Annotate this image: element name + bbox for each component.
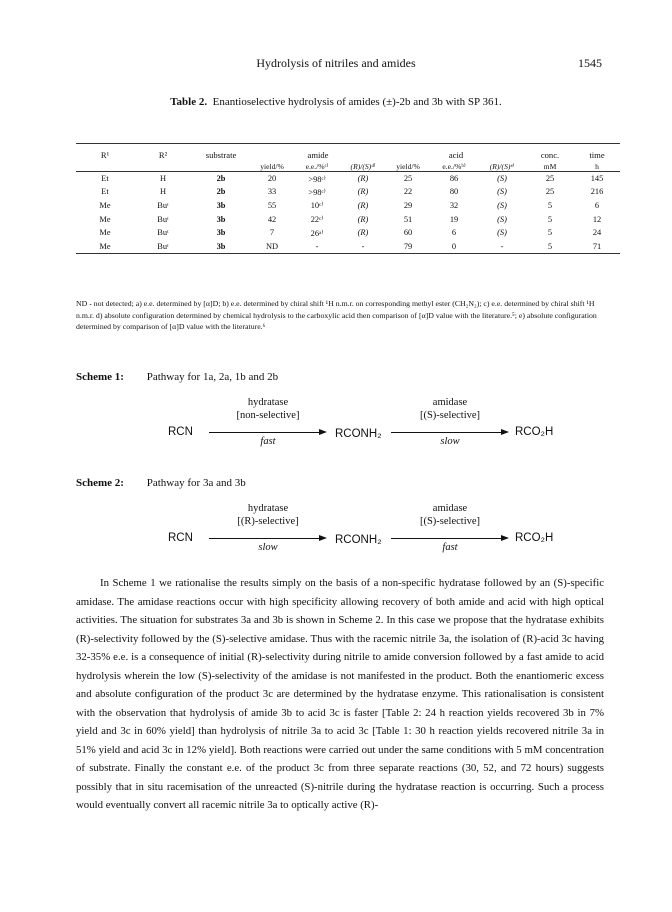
- table-caption-label: Table 2.: [170, 96, 208, 108]
- scheme1-reactant: RCN: [168, 426, 193, 438]
- scheme1-title: Pathway for 1a, 2a, 1b and 2b: [146, 371, 279, 383]
- cell-conc: 25: [545, 187, 555, 197]
- cell-substrate: 3b: [216, 214, 226, 224]
- scheme2-label: Scheme 2:: [76, 477, 124, 489]
- body-paragraph: In Scheme 1 we rationalise the results simply on the basis of a non-specific hydratase followed by an (S)-specific amidase. The amidase reactions occur with high specificity allowing recovery of both amide and acid with high optical activities. The situation for substrates 3a and 3b is shown in Scheme 2. In this case we propose that the hydratase exhibits (R)-selectivity followed by the (S)-selective amidase. Thus with the racemic nitrile 3a, the isolation of (R)-acid 3c having 32-35% e.e. is a consequence of initial (R)-selectivity during nitrile to amide conversion followed by a fast amide to acid hydrolysis wherein the low (S)-selectivity of the amidase is not manifested in the product. Both the enantiomeric excess and absolute configuration of the product 3c are determined by the hydratase enzyme. This rationalisation is consistent with the observation that hydrolysis of amide 3b to acid 3c is faster [Table 2: 24 h reaction yields recovered 3b in 7% yield and 3c in 60% yield] than hydrolysis of nitrile 3a to acid 3c [Table 1: 30 h reaction yields recovered nitrile 3a in 51% yield and acid 3c in 12% yield]. Both reactions were carried out under the same conditions with 5 mM concentration of substrate. Finally the constant e.e. of the product 3c from three separate reactions (30, 52, and 72 hours) suggests possibly that in situ racemisation of the unreacted (S)-nitrile during the hydratase reaction is occurring. Such a process would eventually convert all racemic nitrile 3a to optically active (R)-: [76, 577, 604, 811]
- cell-acid-ee: 32: [449, 200, 459, 210]
- scheme2-step1-enzyme: hydratase: [247, 503, 289, 514]
- cell-time: 216: [590, 187, 604, 197]
- scheme1-step2-enzyme: amidase: [432, 397, 468, 408]
- scheme1-step1-selectivity: [non-selective]: [236, 410, 300, 421]
- cell-amide-config: -: [340, 239, 386, 253]
- scheme1-arrow1: [209, 432, 321, 433]
- cell-acid-config: (S): [497, 200, 507, 210]
- body-text: [76, 574, 604, 815]
- cell-acid-yield: 29: [403, 200, 413, 210]
- cell-r1: Et: [76, 172, 134, 186]
- header-substrate: substrate: [192, 144, 250, 160]
- cell-r1: Et: [101, 187, 109, 197]
- table-body: [76, 172, 620, 254]
- scheme2-arrow1: [209, 538, 321, 539]
- scheme2-step2-enzyme: amidase: [432, 503, 468, 514]
- scheme1-arrowhead2: [501, 429, 509, 435]
- scheme2-step2-rate: fast: [442, 542, 458, 553]
- cell-amide-yield: 20: [250, 172, 294, 186]
- cell-amide-config: (R): [357, 187, 369, 197]
- cell-acid-config: (S): [497, 214, 507, 224]
- cell-r1: Me: [99, 200, 111, 210]
- cell-amide-config: (R): [357, 214, 369, 224]
- cell-acid-yield: 25: [386, 172, 430, 186]
- cell-amide-ee: >98ᶜ⁾: [294, 172, 340, 186]
- scheme2-step2-selectivity: [(S)-selective]: [419, 516, 481, 527]
- cell-substrate: 3b: [216, 200, 226, 210]
- cell-amide-yield: 55: [267, 200, 277, 210]
- subheader-acid-ee: e.e./%ᵇ⁾: [430, 160, 478, 172]
- cell-acid-config: -: [478, 239, 526, 253]
- cell-amide-config: (R): [357, 200, 369, 210]
- cell-acid-config: (S): [478, 172, 526, 186]
- cell-acid-yield: 22: [403, 187, 413, 197]
- header-r1: R¹: [76, 144, 134, 160]
- header-acid: acid: [386, 144, 526, 160]
- scheme1-arrowhead1: [319, 429, 327, 435]
- cell-substrate: 3b: [216, 228, 226, 238]
- page-number: 1545: [578, 56, 602, 70]
- subheader-conc-unit: mM: [526, 160, 574, 172]
- cell-acid-ee: 80: [449, 187, 459, 197]
- cell-time: 71: [574, 239, 620, 253]
- table-caption-text: Enantioselective hydrolysis of amides (±)-2b and 3b with SP 361.: [212, 96, 502, 108]
- cell-amide-yield: 33: [267, 187, 277, 197]
- cell-acid-ee: 19: [449, 214, 459, 224]
- scheme2-step1-rate: slow: [258, 542, 278, 553]
- scheme1-label: Scheme 1:: [76, 371, 124, 383]
- scheme2-title: Pathway for 3a and 3b: [146, 477, 246, 489]
- table-row: [76, 199, 620, 213]
- table-row: [76, 226, 620, 240]
- scheme1-step2-selectivity: [(S)-selective]: [419, 410, 481, 421]
- cell-acid-ee: 6: [451, 228, 457, 238]
- cell-amide-ee: >98ᶜ⁾: [308, 187, 326, 197]
- cell-r1: Me: [99, 214, 111, 224]
- cell-amide-yield: 7: [269, 228, 275, 238]
- cell-acid-yield: 51: [403, 214, 413, 224]
- cell-conc: 5: [547, 228, 553, 238]
- cell-r2: H: [134, 172, 192, 186]
- subheader-acid-config: (R)/(S)ᵉ⁾: [478, 160, 526, 172]
- cell-conc: 5: [547, 200, 553, 210]
- scheme1-arrow2: [391, 432, 503, 433]
- cell-r2: Buᵗ: [134, 239, 192, 253]
- cell-acid-yield: 60: [403, 228, 413, 238]
- cell-r2: Buᵗ: [157, 200, 169, 210]
- cell-substrate: 2b: [192, 172, 250, 186]
- cell-amide-ee: 10ᶜ⁾: [310, 201, 324, 211]
- scheme1-heading: [76, 371, 278, 383]
- cell-conc: 25: [526, 172, 574, 186]
- cell-r2: H: [159, 187, 167, 197]
- scheme2-arrow2: [391, 538, 503, 539]
- cell-acid-yield: 79: [386, 239, 430, 253]
- cell-r2: Buᵗ: [157, 214, 169, 224]
- data-table: [76, 143, 620, 254]
- cell-amide-ee: 22ᶜ⁾: [310, 215, 324, 225]
- table-row: [76, 185, 620, 199]
- table-header-row: [76, 144, 620, 160]
- table-row: [76, 212, 620, 226]
- header-time: time: [574, 144, 620, 160]
- cell-acid-config: (S): [497, 187, 507, 197]
- header-r2: R²: [134, 144, 192, 160]
- table-caption: [0, 96, 672, 108]
- cell-substrate: 2b: [216, 187, 226, 197]
- cell-amide-config: (R): [357, 228, 369, 238]
- cell-amide-ee: -: [294, 239, 340, 253]
- table-row: [76, 172, 620, 186]
- cell-time: 24: [592, 228, 602, 238]
- header-conc: conc.: [526, 144, 574, 160]
- scheme2-arrowhead1: [319, 535, 327, 541]
- subheader-amide-config: (R)/(S)ᵈ⁾: [340, 160, 386, 172]
- table-row: [76, 239, 620, 253]
- table-footnote: ND - not detected; a) e.e. determined by [α]D; b) e.e. determined by chiral shift ¹H n.m.r. on corresponding methyl ester (CH₂N₂); c) e.e. determined by chiral shift ¹H n.m.r. d) absolute configuration determined by chemical hydrolysis to the carboxylic acid then comparison of [α]D value with the literature.⁵; e) absolute configuration determined by comparison of [α]D value with the literature.⁶: [76, 299, 597, 331]
- cell-r2: Buᵗ: [157, 228, 169, 238]
- cell-time: 12: [592, 214, 602, 224]
- scheme1-product: RCO₂H: [515, 426, 554, 438]
- cell-r1: Me: [99, 228, 111, 238]
- cell-time: 145: [574, 172, 620, 186]
- cell-substrate: 3b: [192, 239, 250, 253]
- cell-acid-ee: 86: [430, 172, 478, 186]
- cell-amide-ee: 26ᵃ⁾: [310, 228, 324, 238]
- subheader-acid-yield: yield/%: [386, 160, 430, 172]
- scheme1-step2-rate: slow: [440, 436, 460, 447]
- scheme1-step1-enzyme: hydratase: [247, 397, 289, 408]
- scheme1-intermediate: RCONH₂: [335, 428, 382, 440]
- cell-conc: 5: [547, 214, 553, 224]
- subheader-time-unit: h: [574, 160, 620, 172]
- scheme2-step1-selectivity: [(R)-selective]: [237, 516, 299, 527]
- scheme2-intermediate: RCONH₂: [335, 534, 382, 546]
- cell-time: 6: [594, 200, 600, 210]
- scheme1-step1-rate: fast: [260, 436, 276, 447]
- cell-amide-config: (R): [340, 172, 386, 186]
- cell-acid-config: (S): [497, 228, 507, 238]
- scheme2-arrowhead2: [501, 535, 509, 541]
- header-amide: amide: [250, 144, 386, 160]
- cell-amide-yield: ND: [250, 239, 294, 253]
- running-title: Hydrolysis of nitriles and amides: [256, 56, 416, 70]
- cell-r1: Me: [76, 239, 134, 253]
- scheme2-reactant: RCN: [168, 532, 193, 544]
- cell-acid-ee: 0: [430, 239, 478, 253]
- subheader-amide-yield: yield/%: [250, 160, 294, 172]
- cell-amide-yield: 42: [267, 214, 277, 224]
- cell-conc: 5: [526, 239, 574, 253]
- scheme2-product: RCO₂H: [515, 532, 554, 544]
- scheme2-heading: [76, 477, 246, 489]
- table-subheader-row: [76, 160, 620, 172]
- subheader-amide-ee: e.e./%ᶜ⁾: [294, 160, 340, 172]
